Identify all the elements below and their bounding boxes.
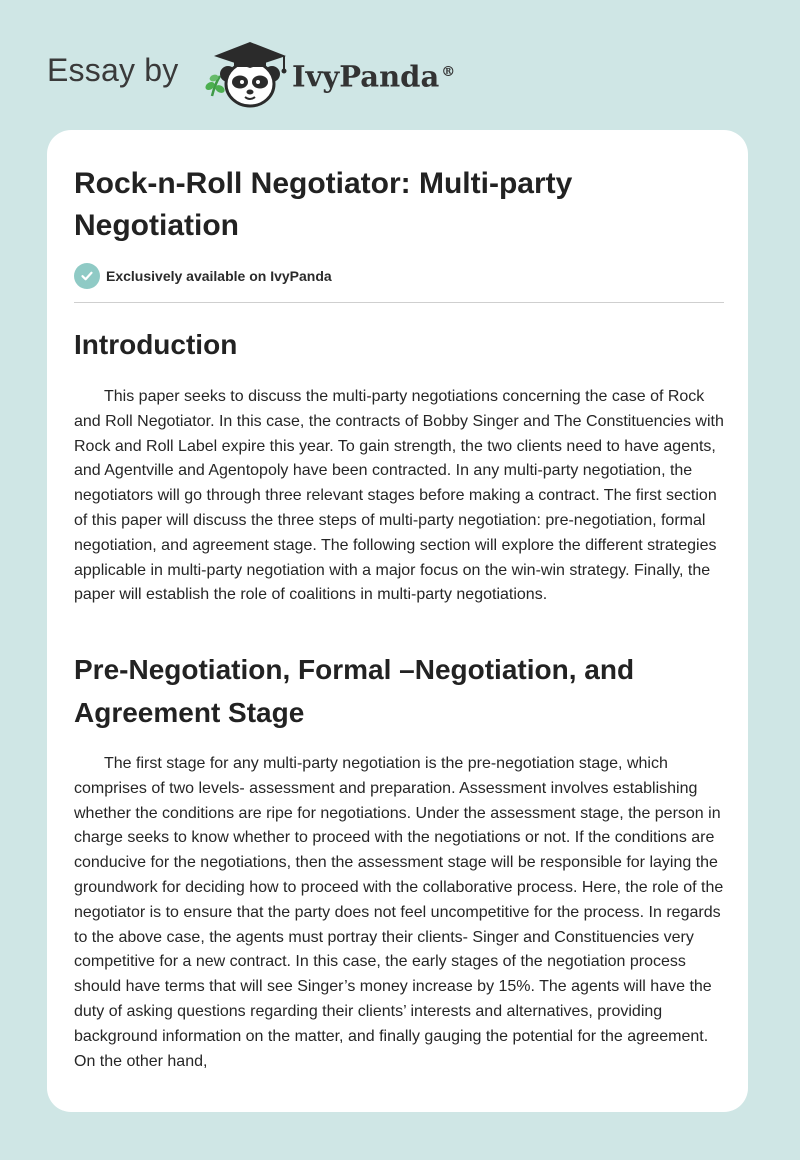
title-divider	[74, 302, 724, 303]
exclusive-badge	[74, 262, 332, 290]
section-paragraph-stages: The first stage for any multi-party negotiation is the pre-negotiation stage, which comprises of two levels- assessment and preparation. Assessment involves establishing whether the conditions are ripe for negotiations. Under the assessment stage, the person in charge seeks to know whether to proceed with the negotiations or not. If the conditions are conducive for the negotiations, then the assessment stage will be responsible for laying the groundwork for deciding how to proceed with the collaborative process. Here, the role of the negotiator is to ensure that the party does not feel uncompetitive for the process. In regards to the above case, the agents must portray their clients- Singer and Constituencies very competitive for a new contract. In this case, the early stages of the negotiation process should have terms that will see Singer’s money increase by 15%. The agents will have the duty of asking questions regarding their clients’ interests and alternatives, providing background information on the matter, and finally gauging the potential for the agreement. On the other hand,	[74, 755, 724, 1070]
section-heading-introduction: Introduction	[74, 329, 238, 360]
section-paragraph-introduction: This paper seeks to discuss the multi-party negotiations concerning the case of Rock and Roll Negotiator. In this case, the contracts of Bobby Singer and The Constituencies with Rock and Roll Label expire this year. To gain strength, the two clients need to have agents, and Agentville and Agentopoly have been contracted. In any multi-party negotiation, the negotiators will go through three relevant stages before making a contract. The first section of this paper will discuss the three steps of multi-party negotiation: pre-negotiation, formal negotiation, and agreement stage. The following section will explore the different strategies applicable in multi-party negotiation with a major focus on the win-win strategy. Finally, the paper will establish the role of coalitions in multi-party negotiations.	[74, 388, 724, 604]
check-circle-icon	[74, 263, 100, 289]
brand-prefix: Essay by	[47, 52, 179, 88]
registered-mark: ®	[441, 64, 456, 80]
essay-card	[47, 130, 748, 1112]
brand-name[interactable]	[292, 52, 455, 97]
brand-name-text: IvyPanda	[292, 59, 440, 94]
essay-title: Rock-n-Roll Negotiator: Multi-party Negotiation	[74, 167, 573, 242]
exclusive-badge-text: Exclusively available on IvyPanda	[106, 268, 332, 284]
panda-graduate-logo-icon[interactable]	[200, 34, 292, 110]
site-header	[0, 0, 800, 130]
section-heading-stages: Pre-Negotiation, Formal –Negotiation, and Agreement Stage	[74, 654, 635, 728]
